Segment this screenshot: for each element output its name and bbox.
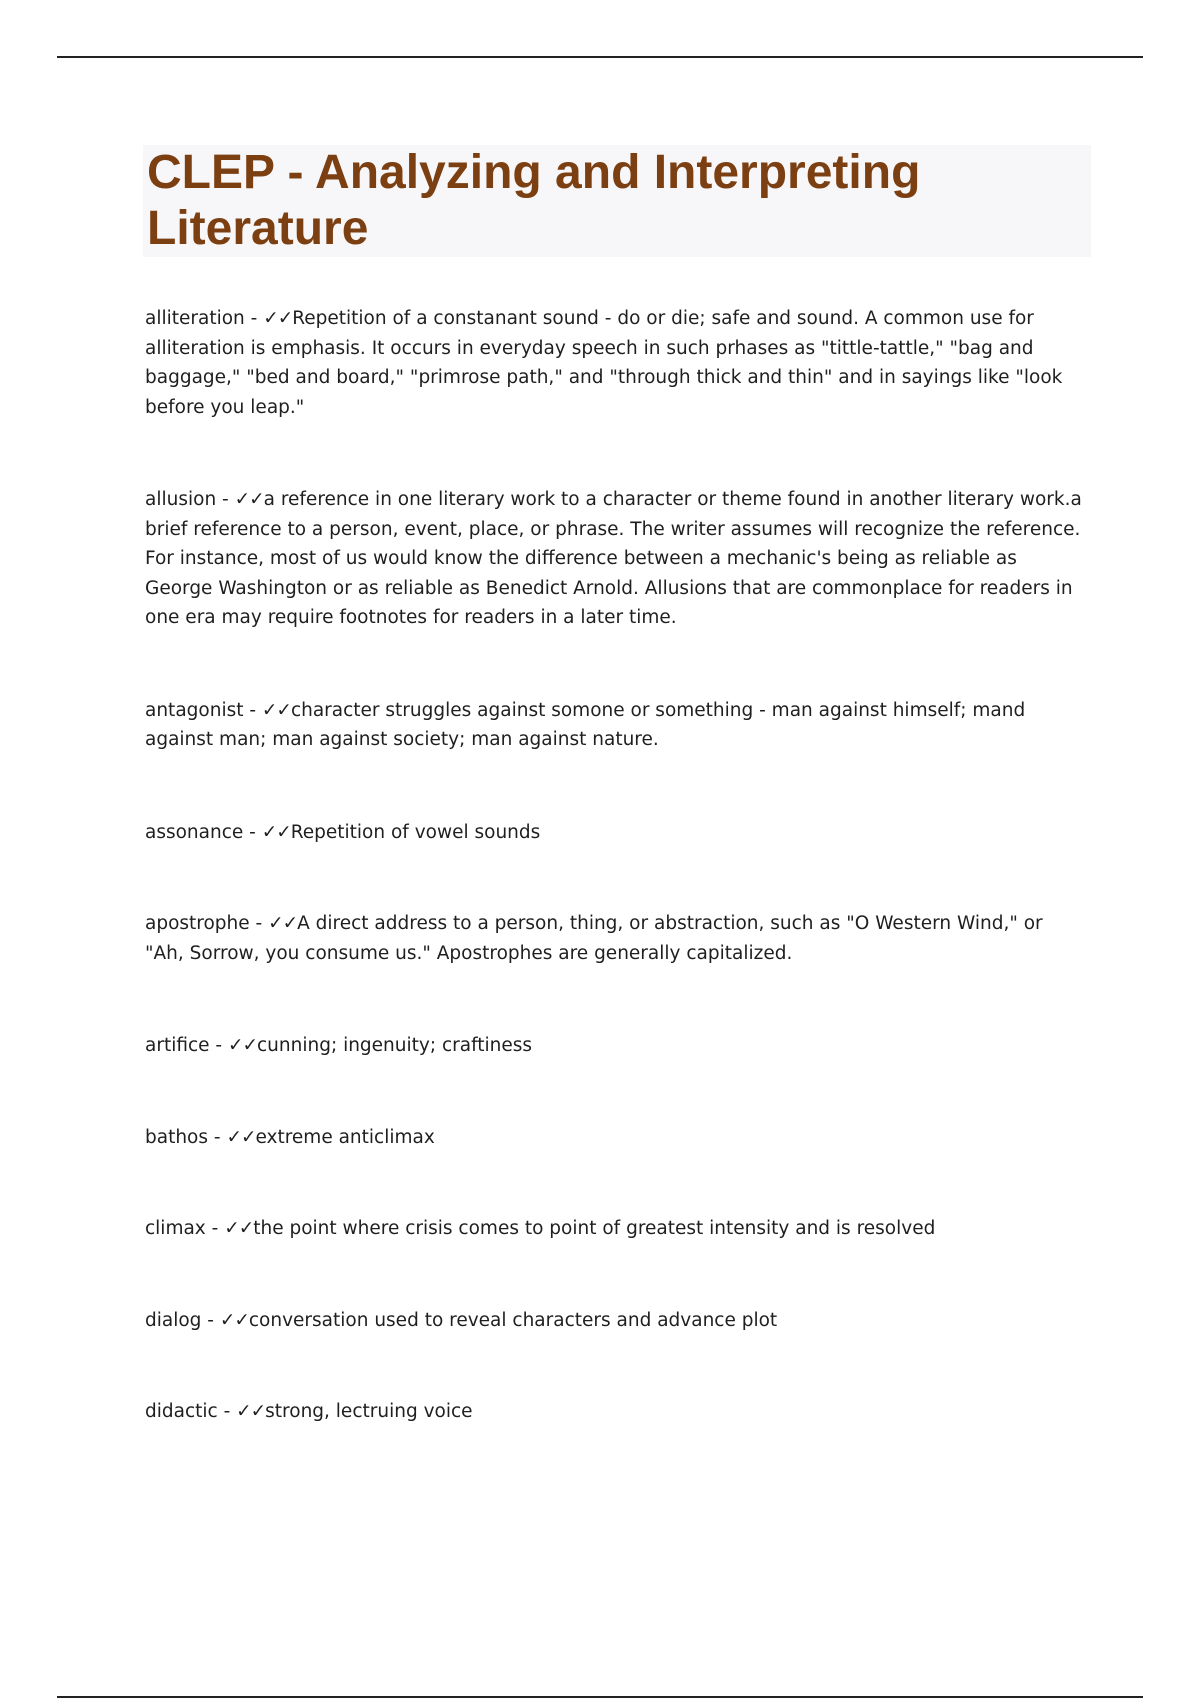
glossary-entry-assonance (145, 818, 1085, 848)
glossary-entry-allusion (145, 485, 1085, 633)
glossary-entry-apostrophe (145, 909, 1085, 968)
entry-separator: - (243, 699, 262, 721)
entry-separator: - (216, 489, 235, 510)
entry-separator: - (208, 1126, 227, 1148)
entry-definition: a reference in one literary work to a character or theme found in another literary work.a brief reference to a person, event, place, or phrase. The writer assumes will recognize the reference. For instance, most of us would know the difference between a mechanic's being as reliable as George Washington or as reliable as Benedict Arnold. Allusions that are commonplace for readers in one era may require footnotes for readers in a later time. (145, 489, 1082, 628)
entry-separator: - (217, 1401, 237, 1422)
entry-separator: - (243, 821, 262, 843)
entry-term: didactic (145, 1401, 218, 1422)
double-check-icon: ✓✓ (261, 699, 291, 721)
entry-definition: cunning; ingenuity; craftiness (257, 1035, 533, 1056)
entry-separator: - (205, 1218, 225, 1239)
double-check-icon: ✓✓ (224, 1218, 254, 1239)
double-check-icon: ✓✓ (261, 821, 291, 843)
entry-definition: Repetition of vowel sounds (290, 821, 541, 843)
double-check-icon: ✓✓ (236, 1401, 266, 1422)
glossary-entry-alliteration (145, 304, 1085, 422)
entry-definition: character struggles against somone or something - man against himself; mand against man; man against society; man against nature. (145, 699, 1026, 750)
top-rule (57, 56, 1143, 58)
entry-term: artifice (145, 1035, 210, 1056)
glossary-entry-antagonist (145, 696, 1085, 755)
glossary-entry-dialog (145, 1306, 1085, 1336)
entry-separator: - (244, 308, 264, 329)
entry-definition: conversation used to reveal characters and advance plot (248, 1309, 778, 1331)
glossary-entry-climax (145, 1214, 1085, 1244)
entry-definition: A direct address to a person, thing, or abstraction, such as "O Western Wind," or "Ah, Sorrow, you consume us." Apostrophes are generally capitalized. (145, 913, 1043, 964)
double-check-icon: ✓✓ (263, 308, 293, 329)
entry-term: dialog (145, 1309, 202, 1331)
entry-term: assonance (145, 821, 244, 843)
entry-separator: - (209, 1035, 228, 1056)
glossary-entry-didactic (145, 1397, 1085, 1427)
page-title: CLEP - Analyzing and Interpreting Literature (147, 146, 921, 255)
entry-separator: - (249, 913, 269, 934)
entry-separator: - (201, 1309, 220, 1331)
double-check-icon: ✓✓ (268, 913, 298, 934)
entry-term: bathos (145, 1126, 209, 1148)
entry-term: alliteration (145, 308, 245, 329)
entry-definition: Repetition of a constanant sound - do or die; safe and sound. A common use for alliteration is emphasis. It occurs in everyday speech in such prhases as "tittle-tattle," "bag and baggage," "bed and board," "primrose path," and "through thick and thin" and in sayings like "look before you leap." (145, 308, 1063, 418)
glossary-list (145, 304, 1085, 1427)
glossary-entry-artifice (145, 1031, 1085, 1061)
double-check-icon: ✓✓ (234, 489, 264, 510)
bottom-rule (57, 1696, 1143, 1698)
title-banner (143, 145, 1091, 257)
entry-definition: the point where crisis comes to point of greatest intensity and is resolved (253, 1218, 936, 1239)
entry-term: allusion (145, 489, 217, 510)
double-check-icon: ✓✓ (227, 1035, 257, 1056)
glossary-entry-bathos (145, 1123, 1085, 1153)
double-check-icon: ✓✓ (226, 1126, 256, 1148)
entry-term: antagonist (145, 699, 244, 721)
entry-definition: extreme anticlimax (255, 1126, 435, 1148)
entry-term: apostrophe (145, 913, 250, 934)
double-check-icon: ✓✓ (219, 1309, 249, 1331)
entry-term: climax (145, 1218, 206, 1239)
entry-definition: strong, lectruing voice (265, 1401, 473, 1422)
